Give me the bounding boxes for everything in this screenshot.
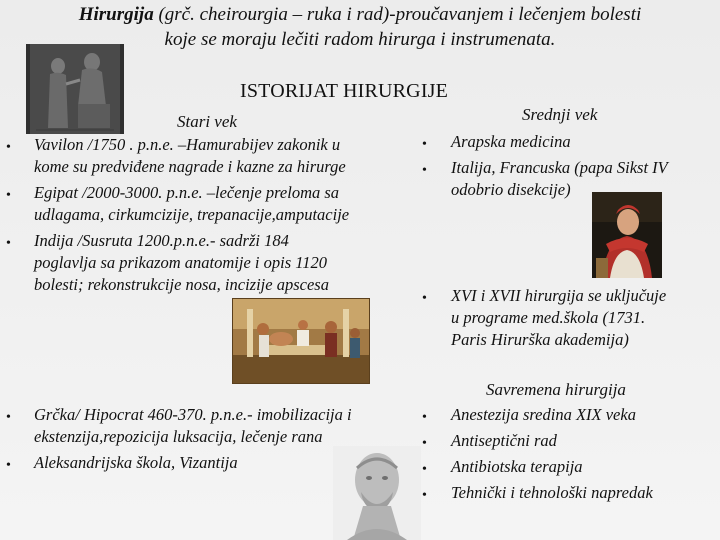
list-item-line: bolesti; rekonstrukcije nosa, incizije apscesa	[34, 275, 329, 294]
title-term: Hirurgija	[78, 4, 154, 25]
bullet: •	[422, 488, 427, 503]
list-item-line: Aleksandrijska škola, Vizantija	[34, 453, 238, 472]
list-item-line: Antiseptični rad	[451, 431, 557, 450]
srednji-vek-title: Srednji vek	[522, 105, 598, 124]
stari-vek-title: Stari vek	[177, 112, 237, 131]
savremena-list	[418, 404, 718, 514]
ancient-surgery-painting-image	[232, 298, 370, 384]
bullet: •	[422, 163, 427, 178]
list-item-line: Tehnički i tehnološki napredak	[451, 483, 653, 502]
bullet: •	[422, 436, 427, 451]
list-item-line: Arapska medicina	[451, 132, 571, 151]
bullet: •	[422, 410, 427, 425]
bullet: •	[422, 137, 427, 152]
bullet: •	[6, 458, 11, 473]
bullet: •	[6, 188, 11, 203]
title-definition: (grč. cheirourgia – ruka i rad)-proučavanjem i lečenjem bolesti	[153, 4, 642, 25]
list-item-line: Vavilon /1750 . p.n.e. –Hamurabijev zakonik u	[34, 135, 341, 154]
list-item-line: Italija, Francuska (papa Sikst IV	[451, 158, 668, 177]
list-item-line: poglavlja sa prikazom anatomije i opis 1120	[34, 253, 328, 272]
bullet: •	[6, 410, 11, 425]
list-item-line: ekstenzija,repozicija luksacija, lečenje rana	[34, 427, 323, 446]
list-item-line: XVI i XVII hirurgija se uključuje	[451, 286, 667, 305]
title-line-2: koje se moraju lečiti radom hirurga i instrumenata.	[164, 29, 556, 50]
srednji-vek-list-continued	[418, 285, 718, 355]
list-item-line: udlagama, cirkumcizije, trepanacije,amputacije	[34, 205, 350, 224]
hammurabi-stele-image	[26, 44, 124, 134]
list-item-line: Antibiotska terapija	[451, 457, 583, 476]
bullet: •	[422, 462, 427, 477]
list-item-line: Grčka/ Hipocrat 460-370. p.n.e.- imobilizacija i	[34, 405, 352, 424]
bullet: •	[6, 236, 11, 251]
stari-vek-list	[0, 134, 440, 304]
pope-sixtus-portrait-image	[592, 192, 662, 278]
srednji-vek-list	[418, 131, 718, 201]
list-item-line: Indija /Susruta 1200.p.n.e.- sadrži 184	[34, 231, 289, 250]
title-line-1	[0, 2, 720, 27]
list-item-line: odobrio disekcije)	[451, 180, 571, 199]
bullet: •	[422, 291, 427, 306]
list-item-line: Anestezija sredina XIX veka	[451, 405, 636, 424]
list-item-line: Egipat /2000-3000. p.n.e. –lečenje preloma sa	[34, 183, 340, 202]
list-item-line: u programe med.škola (1731.	[451, 308, 646, 327]
savremena-title: Savremena hirurgija	[486, 380, 626, 399]
list-item-line: Paris Hirurška akademija)	[451, 330, 629, 349]
section-heading: ISTORIJAT HIRURGIJE	[240, 80, 449, 102]
hippocrates-bust-image	[333, 446, 421, 540]
bullet: •	[6, 140, 11, 155]
list-item-line: kome su predviđene nagrade i kazne za hirurge	[34, 157, 346, 176]
